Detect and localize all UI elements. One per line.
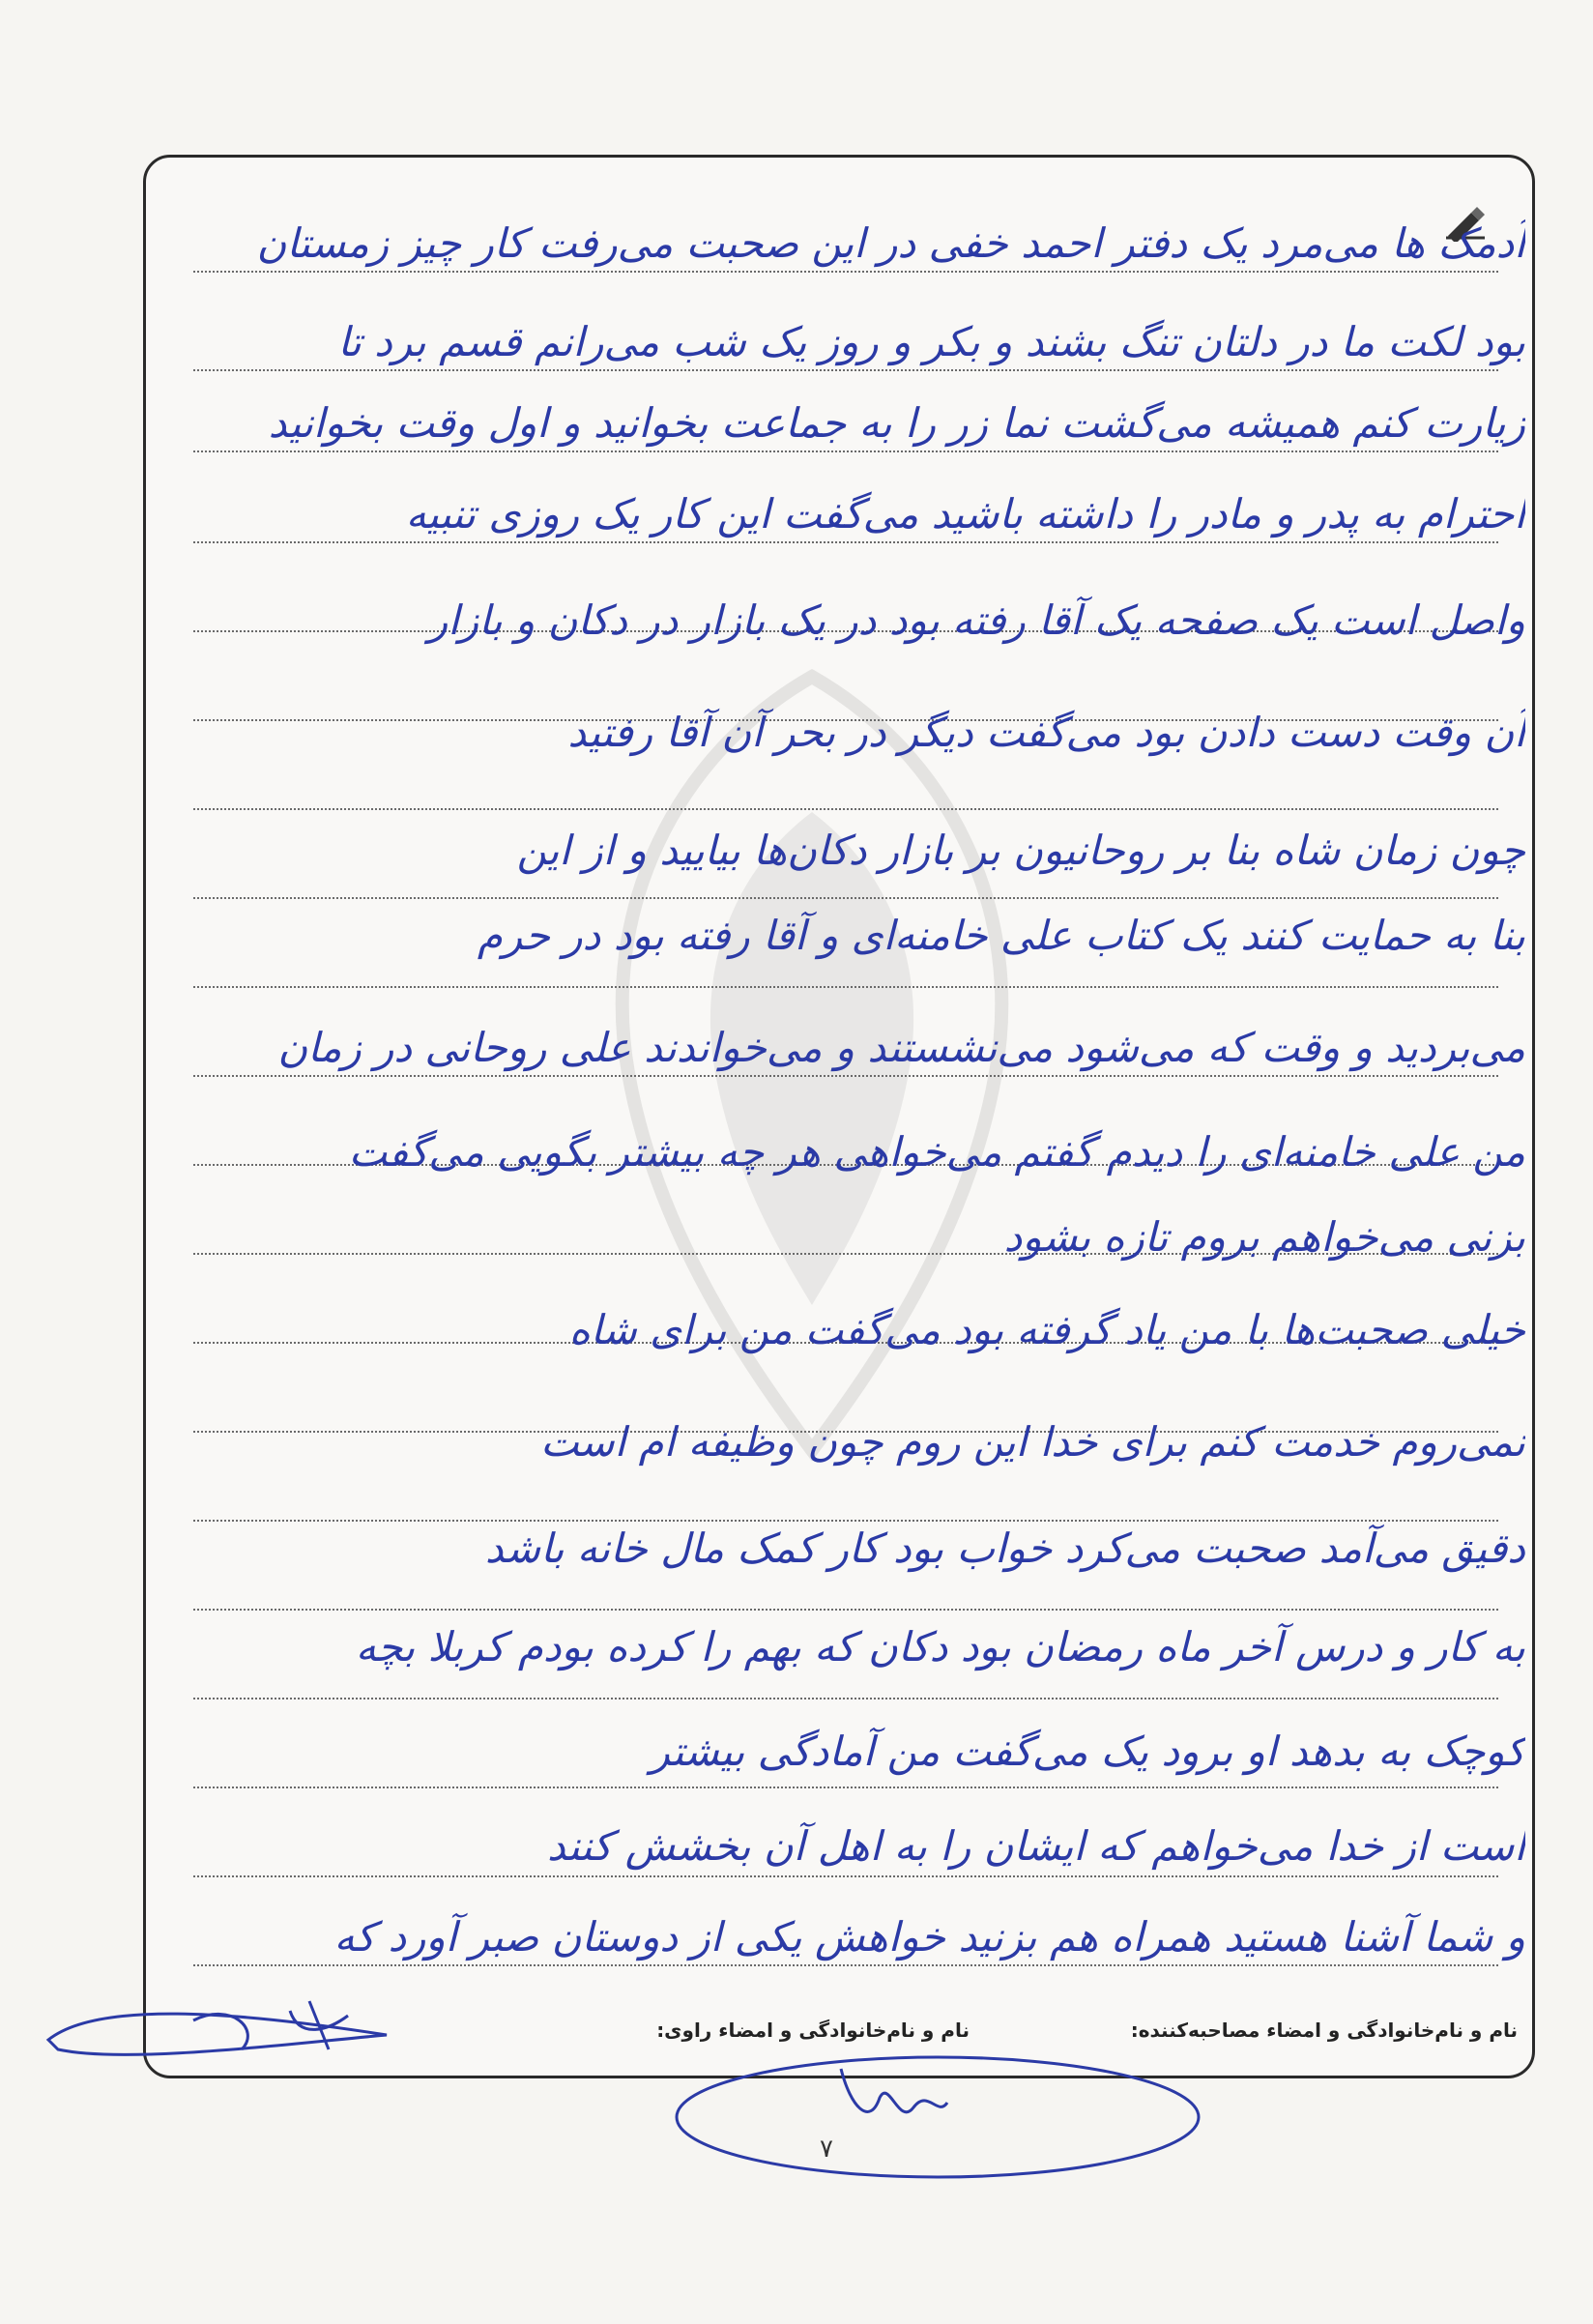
ruled-line — [193, 450, 1498, 452]
handwritten-line: زیارت کنم همیشه می‌گشت نما زر را به جماعت بخوانید و اول وقت بخوانید — [268, 399, 1525, 447]
ruled-line — [193, 1875, 1498, 1877]
ruled-line — [193, 1609, 1498, 1611]
narrator-signature-label: نام و نام‌خانوادگی و امضاء راوی: — [656, 2019, 970, 2042]
ruled-line — [193, 1698, 1498, 1699]
ruled-line — [193, 541, 1498, 543]
handwritten-line: بزنی می‌خواهم بروم تازه بشود — [1003, 1213, 1525, 1261]
handwritten-line: می‌بردید و وقت که می‌شود می‌نشستند و می‌خواندند علی روحانی در زمان — [277, 1024, 1525, 1071]
handwritten-line: نمی‌روم خدمت کنم برای خدا این روم چون وظیفه ام است — [540, 1418, 1525, 1466]
interviewer-signature-label: نام و نام‌خانوادگی و امضاء مصاحبه‌کننده: — [1130, 2019, 1518, 2042]
ruled-line — [193, 1787, 1498, 1788]
handwritten-line: به کار و درس آخر ماه رمضان بود دکان که بهم را کرده بودم کربلا بچه — [355, 1623, 1525, 1670]
ruled-line — [193, 369, 1498, 371]
handwritten-line: آن وقت دست دادن بود می‌گفت دیگر در بحر آن آقا رفتید — [567, 709, 1525, 756]
ruled-line — [193, 1075, 1498, 1077]
handwritten-line: بنا به حمایت کنند یک کتاب علی خامنه‌ای و آقا رفته بود در حرم — [477, 912, 1525, 959]
handwritten-line: من علی خامنه‌ای را دیدم گفتم می‌خواهی هر چه بیشتر بگویی می‌گفت — [348, 1128, 1525, 1176]
handwritten-line: کوچک به بدهد او برود یک می‌گفت من آمادگی بیشتر — [650, 1728, 1525, 1775]
interviewer-signature — [667, 2020, 1208, 2185]
handwritten-line: احترام به پدر و مادر را داشته باشید می‌گفت این کار یک روزی تنبیه — [405, 490, 1525, 537]
handwritten-line: واصل است یک صفحه یک آقا رفته بود در یک بازار در دکان و بازار — [427, 596, 1525, 644]
ruled-line — [193, 808, 1498, 810]
handwritten-line: دقیق می‌آمد صحبت می‌کرد خواب بود کار کمک مال خانه باشد — [484, 1525, 1525, 1572]
ruled-line — [193, 1964, 1498, 1966]
handwritten-line: چون زمان شاه بنا بر روحانیون بر بازار دکان‌ها بیایید و از این — [516, 827, 1525, 874]
handwritten-line: خیلی صحبت‌ها با من یاد گرفته بود می‌گفت من برای شاه — [568, 1306, 1525, 1353]
ruled-line — [193, 271, 1498, 273]
handwritten-line: و شما آشنا هستید همراه هم بزنید خواهش یکی از دوستان صبر آورد که — [333, 1913, 1525, 1961]
handwritten-line: است از خدا می‌خواهم که ایشان را به اهل آن بخشش کنند — [547, 1822, 1525, 1870]
narrator-signature — [39, 1982, 406, 2088]
ruled-line — [193, 986, 1498, 988]
ruled-line — [193, 897, 1498, 899]
handwritten-line: آدمک ها می‌مرد یک دفتر احمد خفی در این صحبت می‌رفت کار چیز زمستان — [256, 219, 1525, 267]
page-number: ۷ — [820, 2135, 833, 2164]
handwritten-line: بود لکت ما در دلتان تنگ بشند و بکر و روز یک شب می‌رانم قسم برد تا — [337, 318, 1525, 365]
